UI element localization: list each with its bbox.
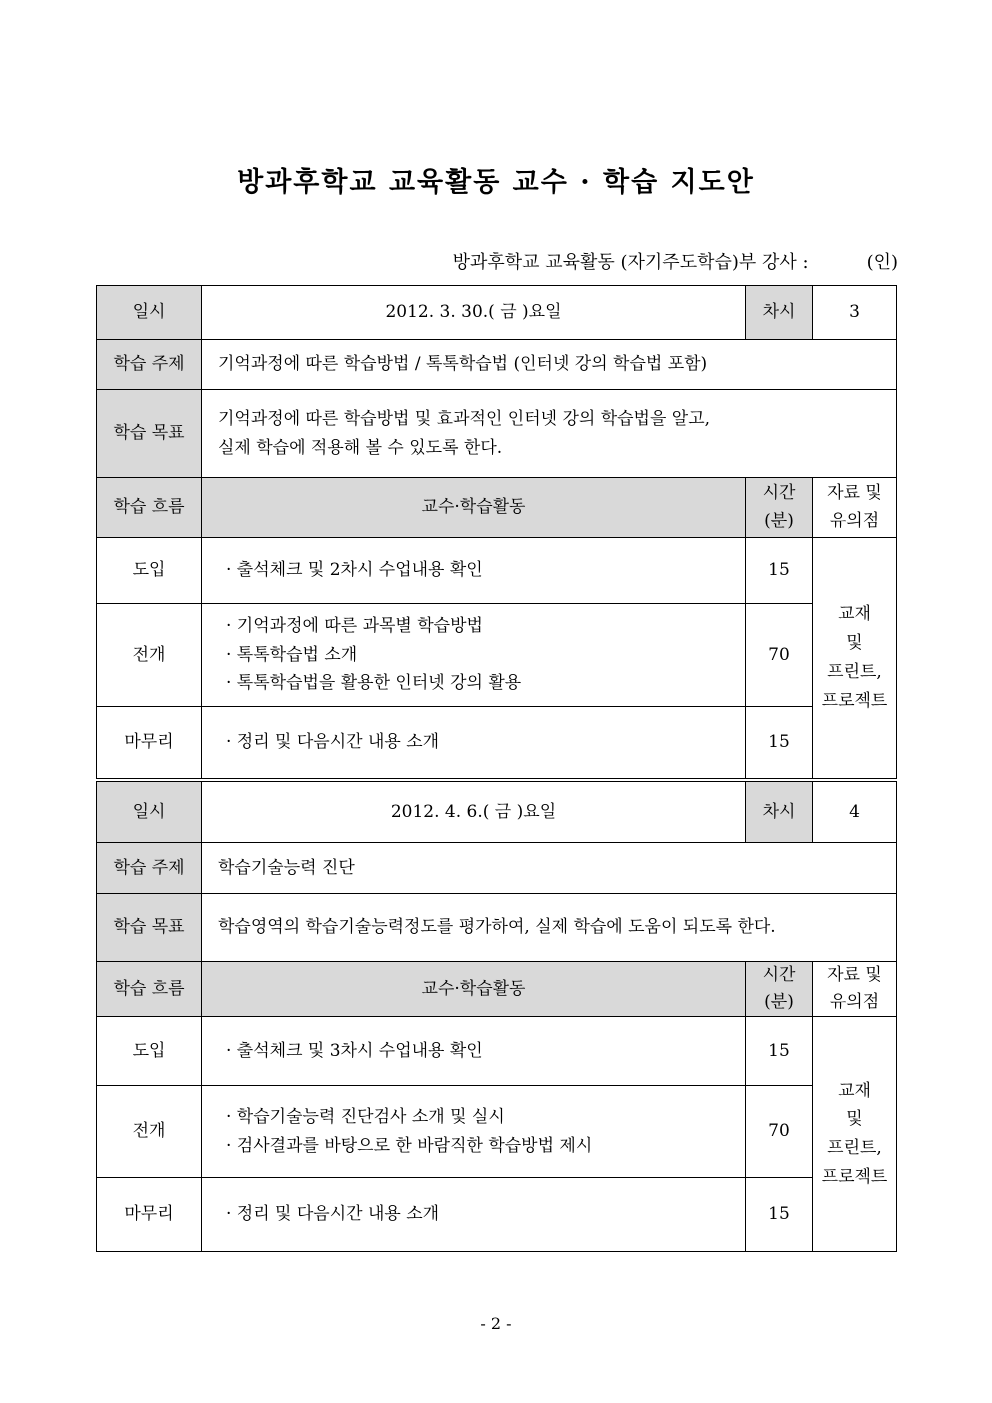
instructor-label: 방과후학교 교육활동 (자기주도학습)부 강사 :	[452, 252, 809, 273]
materials-header: 자료 및 유의점	[813, 962, 897, 1017]
stage-development: 전개	[97, 1086, 202, 1178]
session-value: 3	[813, 286, 897, 340]
activities-header: 교수·학습활동	[202, 962, 746, 1017]
stage-minutes: 15	[746, 538, 813, 604]
date-label: 일시	[97, 782, 202, 843]
stage-minutes: 15	[746, 707, 813, 779]
stage-wrapup: 마무리	[97, 1178, 202, 1252]
goal-label: 학습 목표	[97, 894, 202, 962]
session-value: 4	[813, 782, 897, 843]
time-header: 시간 (분)	[746, 962, 813, 1017]
session-label: 차시	[746, 286, 813, 340]
goal-value	[202, 390, 897, 478]
stage-minutes: 70	[746, 604, 813, 707]
flow-header: 학습 흐름	[97, 478, 202, 538]
goal-line: 실제 학습에 적용해 볼 수 있도록 한다.	[218, 437, 503, 458]
document-title: 방과후학교 교육활동 교수 · 학습 지도안	[237, 167, 755, 198]
activities-header: 교수·학습활동	[202, 478, 746, 538]
lesson-plan-table-1	[96, 285, 897, 779]
materials-header: 자료 및 유의점	[813, 478, 897, 538]
materials-cell: 교재 및 프린트, 프로젝트	[813, 1017, 897, 1252]
topic-value: 기억과정에 따른 학습방법 / 톡톡학습법 (인터넷 강의 학습법 포함)	[202, 340, 897, 390]
stage-activities: · 정리 및 다음시간 내용 소개	[202, 1178, 746, 1252]
page-number: - 2 -	[480, 1314, 512, 1333]
goal-value	[202, 894, 897, 962]
stage-minutes: 70	[746, 1086, 813, 1178]
topic-value: 학습기술능력 진단	[202, 843, 897, 894]
goal-line: 기억과정에 따른 학습방법 및 효과적인 인터넷 강의 학습법을 알고,	[218, 408, 711, 429]
topic-label: 학습 주제	[97, 340, 202, 390]
instructor-line	[453, 248, 898, 274]
date-value: 2012. 4. 6.( 금 )요일	[202, 782, 746, 843]
stage-activities: · 학습기술능력 진단검사 소개 및 실시 · 검사결과를 바탕으로 한 바람직한 학습방법 제시	[202, 1086, 746, 1178]
stage-activities: · 기억과정에 따른 과목별 학습방법 · 톡톡학습법 소개 · 톡톡학습법을 활용한 인터넷 강의 활용	[202, 604, 746, 707]
goal-label: 학습 목표	[97, 390, 202, 478]
stage-minutes: 15	[746, 1017, 813, 1086]
stage-intro: 도입	[97, 538, 202, 604]
stage-minutes: 15	[746, 1178, 813, 1252]
flow-header: 학습 흐름	[97, 962, 202, 1017]
seal-mark: (인)	[866, 252, 898, 273]
session-label: 차시	[746, 782, 813, 843]
stage-intro: 도입	[97, 1017, 202, 1086]
stage-activities: · 정리 및 다음시간 내용 소개	[202, 707, 746, 779]
lesson-plan-table-2	[96, 781, 897, 1252]
stage-development: 전개	[97, 604, 202, 707]
topic-label: 학습 주제	[97, 843, 202, 894]
materials-cell: 교재 및 프린트, 프로젝트	[813, 538, 897, 779]
goal-line: 학습영역의 학습기술능력정도를 평가하여, 실제 학습에 도움이 되도록 한다.	[218, 917, 776, 938]
stage-activities: · 출석체크 및 3차시 수업내용 확인	[202, 1017, 746, 1086]
stage-activities: · 출석체크 및 2차시 수업내용 확인	[202, 538, 746, 604]
time-header: 시간 (분)	[746, 478, 813, 538]
stage-wrapup: 마무리	[97, 707, 202, 779]
date-label: 일시	[97, 286, 202, 340]
date-value: 2012. 3. 30.( 금 )요일	[202, 286, 746, 340]
